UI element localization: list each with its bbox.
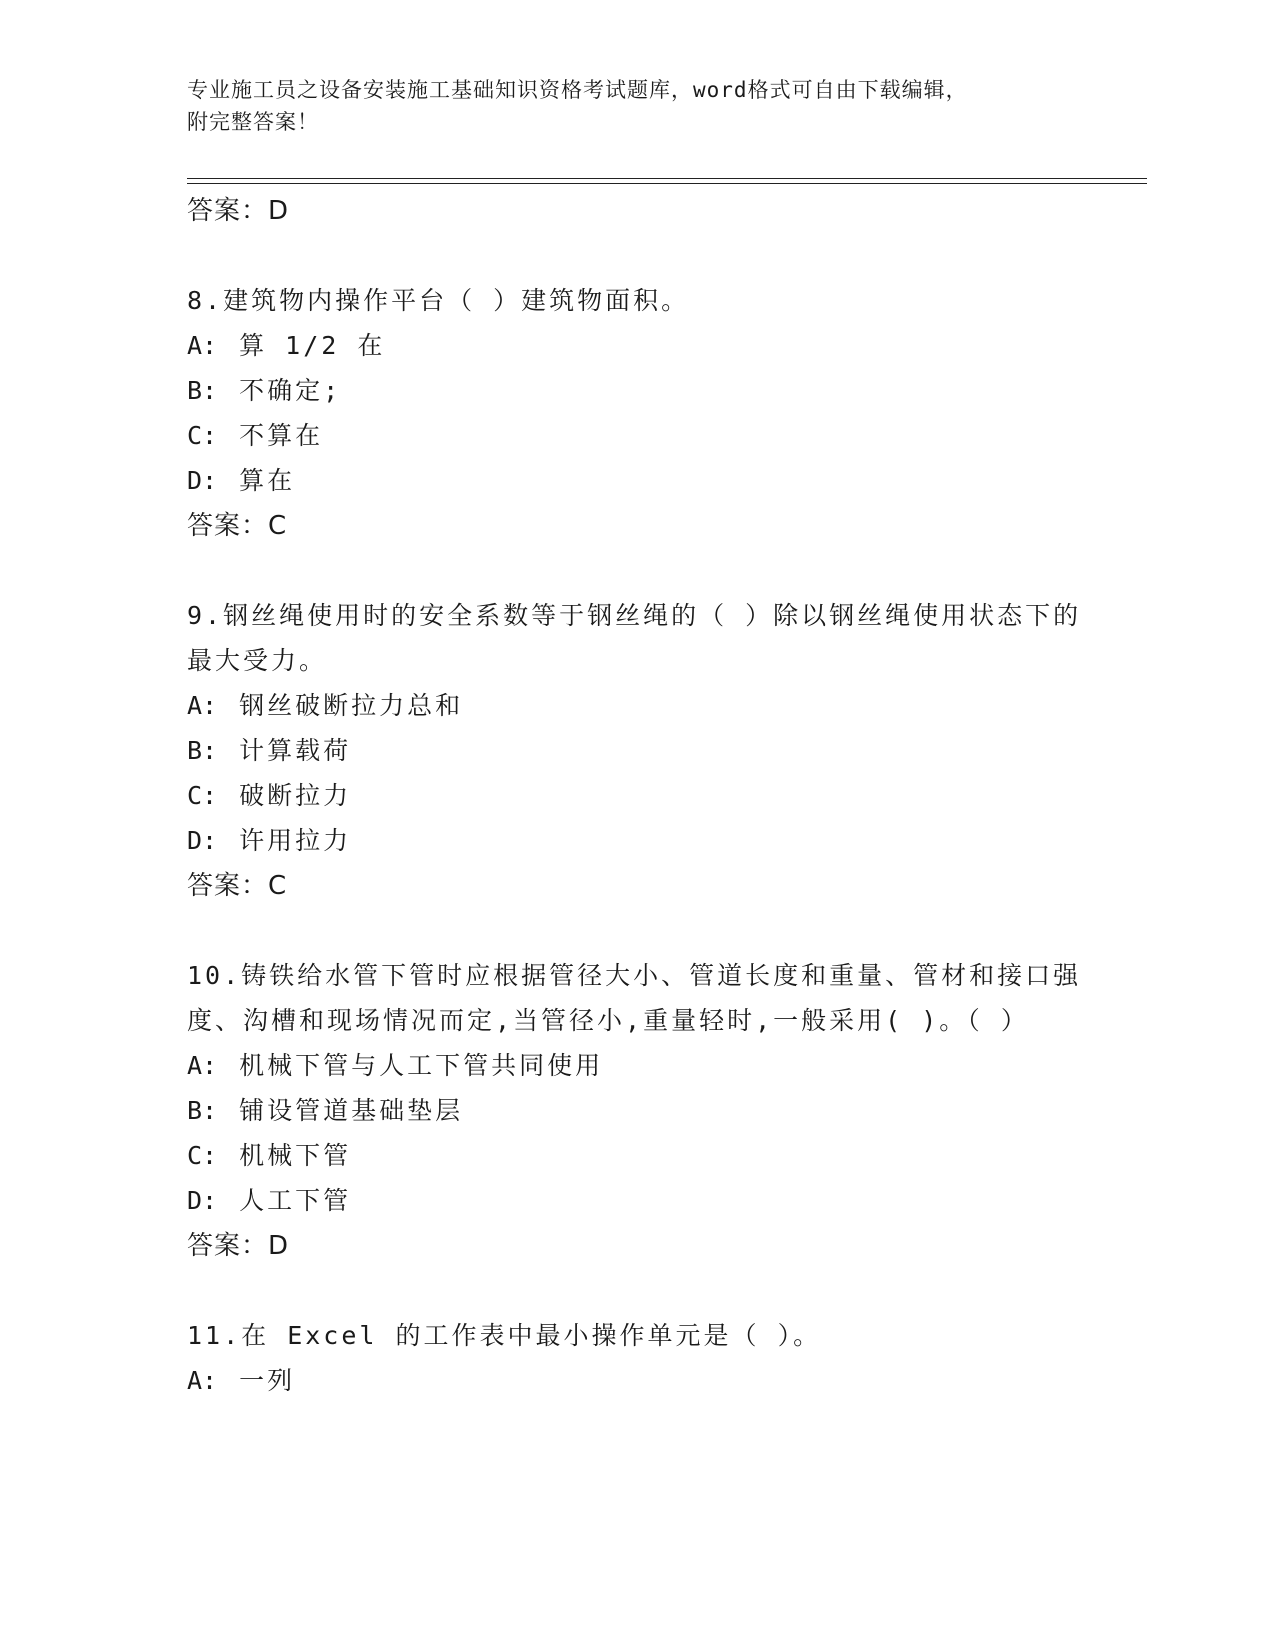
option-letter: D: [187,826,218,855]
option-text: 铺设管道基础垫层 [239,1096,464,1125]
option-letter: B: [187,736,218,765]
option-text: 一列 [239,1366,296,1395]
question-stem: 11.在 Excel 的工作表中最小操作单元是（ ）。 [187,1321,822,1350]
question-9 [187,593,1087,909]
option-text: 计算载荷 [239,736,352,765]
header-line-2: 附完整答案！ [187,110,319,134]
option-c [187,1133,1087,1178]
document-header [187,74,1067,138]
option-letter: C: [187,781,218,810]
option-d [187,1178,1087,1223]
question-11 [187,1313,1087,1403]
option-letter: D: [187,466,218,495]
option-text: 破断拉力 [239,781,352,810]
option-text: 算在 [239,466,296,495]
question-stem: 9.钢丝绳使用时的安全系数等于钢丝绳的（ ）除以钢丝绳使用状态下的最大受力。 [187,601,1082,675]
option-d [187,458,1087,503]
option-a [187,683,1087,728]
header-line-1: 专业施工员之设备安装施工基础知识资格考试题库，word格式可自由下载编辑， [187,78,968,102]
option-text: 不算在 [239,421,324,450]
option-letter: A: [187,691,218,720]
header-rule-top [187,178,1147,179]
option-a [187,1043,1087,1088]
answer-line: 答案：C [187,511,288,541]
option-text: 人工下管 [239,1186,352,1215]
question-list [187,188,1087,1403]
option-text: 算 1/2 在 [239,331,386,360]
option-letter: A: [187,1366,218,1395]
option-letter: A: [187,1051,218,1080]
option-a [187,1358,1087,1403]
option-text: 钢丝破断拉力总和 [239,691,464,720]
question-stem: 8.建筑物内操作平台（ ）建筑物面积。 [187,286,690,315]
header-rule-bottom [187,183,1147,184]
question-stem: 10.铸铁给水管下管时应根据管径大小、管道长度和重量、管材和接口强度、沟槽和现场情况而定,当管径小,重量轻时,一般采用( )。（ ） [187,961,1082,1035]
question-8 [187,278,1087,549]
option-text: 机械下管 [239,1141,352,1170]
question-10 [187,953,1087,1269]
option-letter: B: [187,1096,218,1125]
option-letter: B: [187,376,218,405]
option-letter: C: [187,421,218,450]
option-d [187,818,1087,863]
option-text: 不确定; [239,376,342,405]
option-letter: A: [187,331,218,360]
option-c [187,413,1087,458]
option-letter: C: [187,1141,218,1170]
option-a [187,323,1087,368]
option-text: 机械下管与人工下管共同使用 [239,1051,604,1080]
answer-line: 答案：D [187,196,290,226]
option-c [187,773,1087,818]
option-b [187,1088,1087,1133]
answer-line: 答案：D [187,1231,290,1261]
option-letter: D: [187,1186,218,1215]
option-text: 许用拉力 [239,826,352,855]
answer-line: 答案：C [187,871,288,901]
option-b [187,368,1087,413]
option-b [187,728,1087,773]
